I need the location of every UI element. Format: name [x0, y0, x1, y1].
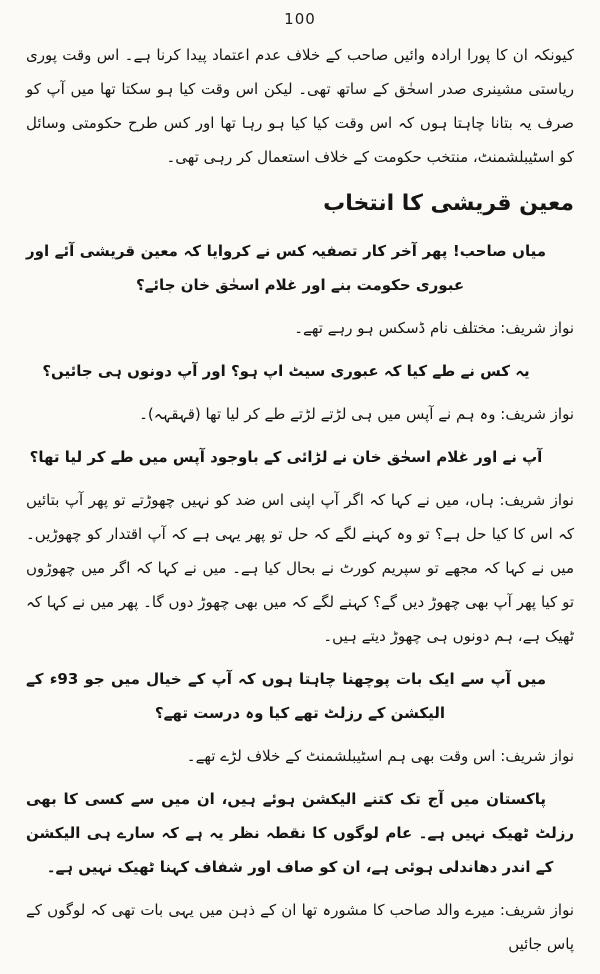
answer-continuation-paragraph: کیونکہ ان کا پورا ارادہ وائیں صاحب کے خلاف عدم اعتماد پیدا کرنا ہے۔ اس وقت پوری ریاستی مشینری صدر اسحٰق کے ساتھ تھی۔ لیکن اس وقت کیا ہو سکتا تھا میں آپ کو صرف یہ بتانا چاہتا ہوں کہ اس وقت کیا کیا ہو رہا تھا اور کس طرح حکومتی وسائل کو اسٹیبلشمنٹ، منتخب حکومت کے خلاف استعمال کر رہی تھی۔ — [26, 46, 574, 166]
nawaz-sharif-answer-5: نواز شریف: میرے والد صاحب کا مشورہ تھا ان کے ذہن میں یہی بات تھی کہ لوگوں کے پاس جائیں — [26, 901, 574, 953]
nawaz-sharif-answer-4: نواز شریف: اس وقت بھی ہم اسٹیبلشمنٹ کے خلاف لڑے تھے۔ — [186, 747, 574, 765]
interviewer-question-3: آپ نے اور غلام اسحٰق خان نے لڑائی کے باوجود آپس میں طے کر لیا تھا؟ — [29, 448, 543, 466]
nawaz-sharif-answer-3: نواز شریف: ہاں، میں نے کہا کہ اگر آپ اپنی اس ضد کو نہیں چھوڑتے تو پھر آپ بتائیں کہ اس کا کیا حل ہے؟ تو وہ کہنے لگے کہ حل تو پھر یہی ہے کہ آپ اقتدار کو چھوڑیں۔ میں نے کہا کہ مجھے تو سپریم کورٹ نے بحال کیا ہے۔ میں نے کہا کہ اگر میں چھوڑوں تو کیا پھر آپ بھی چھوڑ دیں گے؟ کہنے لگے کہ میں بھی چھوڑ دوں گا۔ پھر میں نے کہا کہ ٹھیک ہے، ہم دونوں ہی چھوڑ دیتے ہیں۔ — [26, 491, 574, 645]
nawaz-sharif-answer-1: نواز شریف: مختلف نام ڈسکس ہو رہے تھے۔ — [294, 319, 574, 337]
page-content — [26, 38, 574, 961]
interviewer-question-4: میں آپ سے ایک بات پوچھنا چاہتا ہوں کہ آپ کے خیال میں جو 93ء کے الیکشن کے رزلٹ تھے کیا وہ درست تھے؟ — [26, 670, 546, 722]
page-number: 100 — [284, 10, 316, 28]
interviewer-question-2: یہ کس نے طے کیا کہ عبوری سیٹ اپ ہو؟ اور آپ دونوں ہی جائیں؟ — [42, 362, 530, 380]
interviewer-question-1: میاں صاحب! پھر آخر کار تصفیہ کس نے کروایا کہ معین قریشی آئے اور عبوری حکومت بنے اور غلام اسحٰق خان جائے؟ — [26, 242, 546, 294]
nawaz-sharif-answer-2: نواز شریف: وہ ہم نے آپس میں ہی لڑتے لڑتے طے کر لیا تھا (قہقہہ)۔ — [139, 405, 574, 423]
interviewer-question-5: پاکستان میں آج تک کتنے الیکشن ہوئے ہیں، ان میں سے کسی کا بھی رزلٹ ٹھیک نہیں ہے۔ عام لوگوں کا نقطہ نظر یہ ہے کہ سارے ہی الیکشن کے اندر دھاندلی ہوئی ہے، ان کو صاف اور شفاف کہنا ٹھیک نہیں ہے۔ — [26, 790, 574, 876]
section-heading: معین قریشی کا انتخاب — [323, 191, 574, 216]
